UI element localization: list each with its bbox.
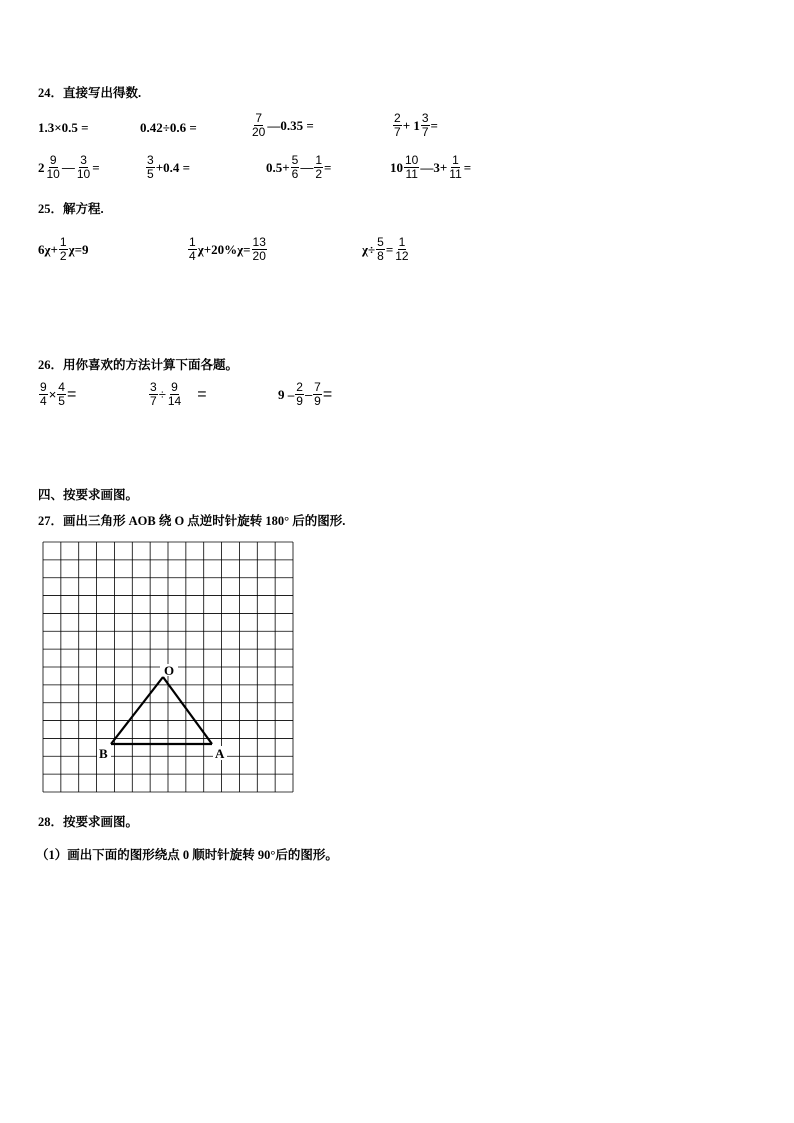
q24-expr-7: 0.5+ $\frac{5}{6}$ — $\frac{1}{2}$ = <box>266 153 332 181</box>
q24-expr-4: $\frac{2}{7}$ + 1 $\frac{3}{7}$ = <box>394 111 438 139</box>
q24-expr-1: 1.3×0.5 = <box>38 120 89 135</box>
q28-subquestion: （1）画出下面的图形绕点 0 顺时针旋转 90°后的图形。 <box>36 848 338 862</box>
fraction: $\frac{7}{9}$ <box>314 380 321 408</box>
q24-expr-3: $\frac{7}{20}$ —0.35 = <box>252 111 314 139</box>
q26-expr-3: 9 – $\frac{2}{9}$ – $\frac{7}{9}$ = <box>278 380 333 408</box>
fraction: $\frac{9}{4}$ <box>40 380 47 408</box>
fraction: $\frac{10}{11}$ <box>405 153 419 181</box>
fraction: $\frac{3}{7}$ <box>421 111 429 139</box>
q28-title: 28．按要求画图。 <box>38 815 139 829</box>
fraction: $\frac{4}{5}$ <box>58 380 65 408</box>
q26-title: 26．用你喜欢的方法计算下面各题。 <box>38 358 239 372</box>
label-o: O <box>164 663 175 678</box>
q24-title: 24．直接写出得数. <box>38 86 142 100</box>
q27-title: 27．画出三角形 AOB 绕 O 点逆时针旋转 180° 后的图形. <box>38 514 346 528</box>
q25-eq-2: $\frac{1}{4}$ χ+20%χ= $\frac{13}{20}$ <box>189 235 266 263</box>
section-heading: 四、按要求画图。 <box>38 488 139 502</box>
fraction: $\frac{1}{4}$ <box>189 235 196 263</box>
fraction: $\frac{9}{14}$ <box>167 380 182 408</box>
grid-figure <box>40 540 296 796</box>
q24-expr-2: 0.42÷0.6 = <box>140 120 197 135</box>
fraction: $\frac{3}{10}$ <box>76 153 91 181</box>
fraction: $\frac{1}{11}$ <box>449 153 462 181</box>
label-b: B <box>99 746 108 761</box>
q25-eq-3: χ÷ $\frac{5}{8}$ = $\frac{1}{12}$ <box>362 235 409 263</box>
q26-expr-1: $\frac{9}{4}$ × $\frac{4}{5}$ = <box>40 380 77 408</box>
fraction: $\frac{1}{12}$ <box>395 235 409 263</box>
fraction: $\frac{5}{8}$ <box>377 235 384 263</box>
q24-expr-8: 10 $\frac{10}{11}$ —3+ $\frac{1}{11}$ = <box>390 153 472 181</box>
q25-title: 25．解方程. <box>38 202 104 216</box>
fraction: $\frac{5}{6}$ <box>291 153 299 181</box>
fraction: $\frac{3}{7}$ <box>150 380 157 408</box>
q24-expr-6: $\frac{3}{5}$ +0.4 = <box>147 153 191 181</box>
fraction: $\frac{2}{7}$ <box>394 111 401 139</box>
q26-expr-2: $\frac{3}{7}$ ÷ $\frac{9}{14}$ = <box>150 380 207 408</box>
fraction: $\frac{1}{2}$ <box>315 153 323 181</box>
triangle-side-ob <box>111 677 163 744</box>
triangle-side-oa <box>163 677 212 744</box>
q25-eq-1: 6χ+ $\frac{1}{2}$ χ=9 <box>38 235 89 263</box>
fraction: $\frac{2}{9}$ <box>296 380 303 408</box>
q24-expr-5: 2 $\frac{9}{10}$ — $\frac{3}{10}$ = <box>38 153 100 181</box>
fraction: $\frac{3}{5}$ <box>147 153 154 181</box>
triangle-aob <box>111 677 212 744</box>
fraction: $\frac{7}{20}$ <box>252 111 266 139</box>
label-a: A <box>215 746 225 761</box>
fraction: $\frac{1}{2}$ <box>59 235 67 263</box>
fraction: $\frac{9}{10}$ <box>46 153 60 181</box>
fraction: $\frac{13}{20}$ <box>252 235 266 263</box>
